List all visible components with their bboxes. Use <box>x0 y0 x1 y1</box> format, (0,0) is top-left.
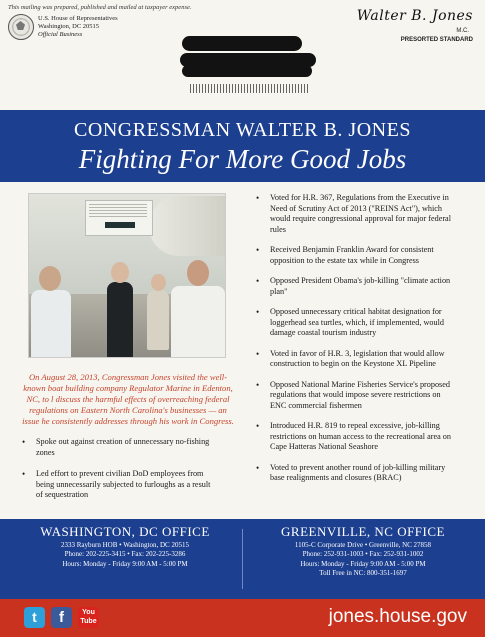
youtube-label: You <box>82 609 95 616</box>
left-accomplishments-list <box>22 437 217 512</box>
photo-person-head <box>39 266 61 291</box>
return-address-line: Official Business <box>38 31 83 38</box>
return-address-line: U.S. House of Representatives <box>38 15 118 22</box>
redacted-address-line <box>182 65 312 77</box>
return-address <box>38 15 118 39</box>
house-seal-icon <box>8 14 34 40</box>
office-hours: Hours: Monday - Friday 9:00 AM - 5:00 PM <box>62 559 188 568</box>
redacted-address-line <box>182 36 302 51</box>
photo-sign-text <box>89 204 147 218</box>
photo-boat-hull <box>149 196 226 256</box>
office-info-band <box>0 519 485 599</box>
greenville-office <box>258 524 468 579</box>
office-name: GREENVILLE, NC OFFICE <box>281 524 445 539</box>
office-phone: Phone: 252-931-1003 • Fax: 252-931-1002 <box>302 550 424 558</box>
youtube-label: Tube <box>80 618 97 625</box>
banner-tagline: Fighting For More Good Jobs <box>78 144 407 174</box>
photo-person <box>171 286 225 358</box>
franking-disclaimer: This mailing was prepared, published and mailed at taxpayer expense. <box>8 4 192 11</box>
postal-barcode <box>190 84 310 93</box>
photo-person <box>31 290 71 358</box>
facebook-icon[interactable]: f <box>51 607 72 628</box>
photo-person-head <box>111 262 129 283</box>
photo-person <box>107 282 133 358</box>
signature-title: M.C. <box>456 28 469 34</box>
photo-person-head <box>187 260 209 286</box>
photo-person-head <box>151 274 166 291</box>
office-toll-free: Toll Free in NC: 800-351-1697 <box>319 569 407 577</box>
list-item: • Introduced H.R. 819 to repeal excessive, job-killing restrictions on human access to the recreational area on Cape Hatteras National Seashore <box>256 421 456 453</box>
youtube-icon[interactable] <box>78 607 99 628</box>
office-phone: Phone: 202-225-3415 • Fax: 202-225-3286 <box>64 550 186 558</box>
photo-person <box>147 290 169 350</box>
office-address: 2333 Rayburn HOB • Washington, DC 20515 <box>61 540 189 549</box>
list-item: • Led effort to prevent civilian DoD employees from being unnecessarily subjected to furloughs as a result of sequestration <box>22 469 217 501</box>
list-item: • Opposed President Obama's job-killing "climate action plan" <box>256 276 456 297</box>
footer-band <box>0 599 485 637</box>
twitter-icon[interactable]: t <box>24 607 45 628</box>
list-item: • Opposed unnecessary critical habitat designation for loggerhead sea turtles, which, if implemented, would damage coastal tourism industry <box>256 307 456 339</box>
list-item: • Voted for H.R. 367, Regulations from the Executive in Need of Scrutiny Act of 2013 ("REINS Act"), which would require congressional approval for major federal rules <box>256 193 456 235</box>
office-divider <box>242 529 243 589</box>
postage-indicia: PRESORTED STANDARD <box>400 37 473 43</box>
factory-visit-photo <box>28 193 226 358</box>
return-address-line: Washington, DC 20515 <box>38 23 100 30</box>
list-item: • Spoke out against creation of unnecessary no-fishing zones <box>22 437 217 458</box>
photo-sign-logo <box>105 222 135 228</box>
list-item: • Opposed National Marine Fisheries Service's proposed regulations that would impose severe restrictions on ENC commercial fishermen <box>256 380 456 412</box>
list-item: • Voted to prevent another round of job-killing military base realignments and closures (BRAC) <box>256 463 456 484</box>
website-link[interactable]: jones.house.gov <box>328 606 467 627</box>
washington-office <box>20 524 230 569</box>
right-accomplishments-list <box>256 193 456 494</box>
title-banner <box>0 110 485 182</box>
list-item: • Voted in favor of H.R. 3, legislation that would allow construction to begin on the Keystone XL Pipeline <box>256 349 456 370</box>
office-name: WASHINGTON, DC OFFICE <box>40 524 210 539</box>
office-address: 1105-C Corporate Drive • Greenville, NC 27858 <box>294 540 432 549</box>
congressman-signature: Walter B. Jones <box>356 8 473 24</box>
list-item: • Received Benjamin Franklin Award for consistent opposition to the estate tax while in Congress <box>256 245 456 266</box>
office-hours: Hours: Monday - Friday 9:00 AM - 5:00 PM <box>300 559 426 568</box>
photo-caption: On August 28, 2013, Congressman Jones visited the well-known boat building company Regulator Marine in Edenton, NC, to l discuss the harmful effects of overreaching federal regulations on Eastern North Carolina's businesses — an issue he consistently addresses through his work in Congress. <box>22 372 234 426</box>
congressman-name: CONGRESSMAN WALTER B. JONES <box>74 119 411 141</box>
